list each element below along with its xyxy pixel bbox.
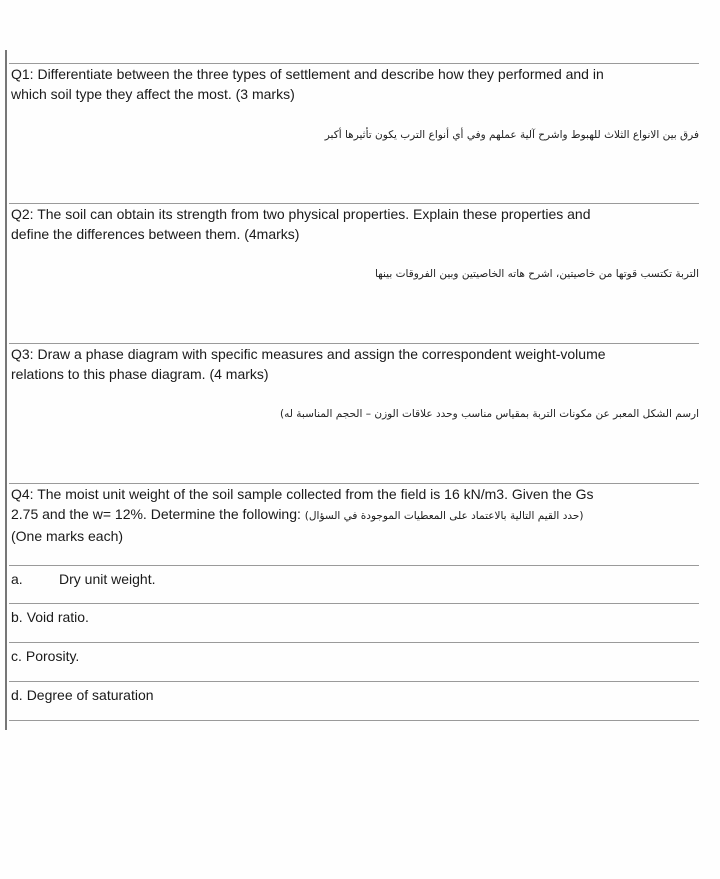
q2-text-line-2: define the differences between them. (4marks) [11,226,300,242]
q2-arabic-text: التربة تكتسب قوتها من خاصيتين، اشرح هاته الخاصيتين وبين الفروقات بينها [374,268,699,280]
q4-option-c [9,642,699,669]
option-letter: a. [11,571,23,587]
q2-arabic-row [9,265,699,283]
q4-option-d [9,681,699,708]
question-4 [9,483,699,546]
q4-option-a [9,565,699,592]
q4-text-line-2 [9,504,699,526]
bottom-divider [9,720,699,721]
option-letter: d. [11,687,23,703]
q4-text-line-2-english: 2.75 and the w= 12%. Determine the following: [11,506,305,522]
option-letter: c. [11,648,22,664]
q3-text-line-2: relations to this phase diagram. (4 marks) [11,366,269,382]
question-2 [9,203,699,244]
q3-arabic-row [9,405,699,423]
left-margin-rule [5,50,7,730]
option-text: Porosity. [25,648,80,664]
option-letter: b. [11,609,23,625]
q2-text-line-1: Q2: The soil can obtain its strength from two physical properties. Explain these properties and [9,203,699,224]
option-text: Dry unit weight. [59,571,156,587]
q1-text-line-1: Q1: Differentiate between the three types of settlement and describe how they performed and in [9,63,699,84]
option-text: Void ratio. [26,609,89,625]
q1-arabic-text: فرق بين الانواع الثلاث للهبوط واشرح آلية عملهم وفي أي أنواع الترب يكون تأثيرها أكبر [324,129,699,141]
q4-option-b [9,603,699,630]
q4-text-line-1: Q4: The moist unit weight of the soil sample collected from the field is 16 kN/m3. Given the Gs [9,483,699,504]
question-1 [9,63,699,104]
q1-arabic-row [9,126,699,144]
q3-arabic-text: ارسم الشكل المعبر عن مكونات التربة بمقياس مناسب وحدد علاقات الوزن – الحجم المناسبة له) [280,408,699,420]
q3-text-line-1: Q3: Draw a phase diagram with specific measures and assign the correspondent weight-volume [9,343,699,364]
q1-text-line-2: which soil type they affect the most. (3 marks) [11,86,295,102]
question-3 [9,343,699,384]
q4-text-line-2-arabic: (حدد القيم التالية بالاعتماد على المعطيات الموجودة في السؤال) [304,510,584,522]
option-text: Degree of saturation [26,687,154,703]
q4-text-line-3: (One marks each) [11,528,124,544]
